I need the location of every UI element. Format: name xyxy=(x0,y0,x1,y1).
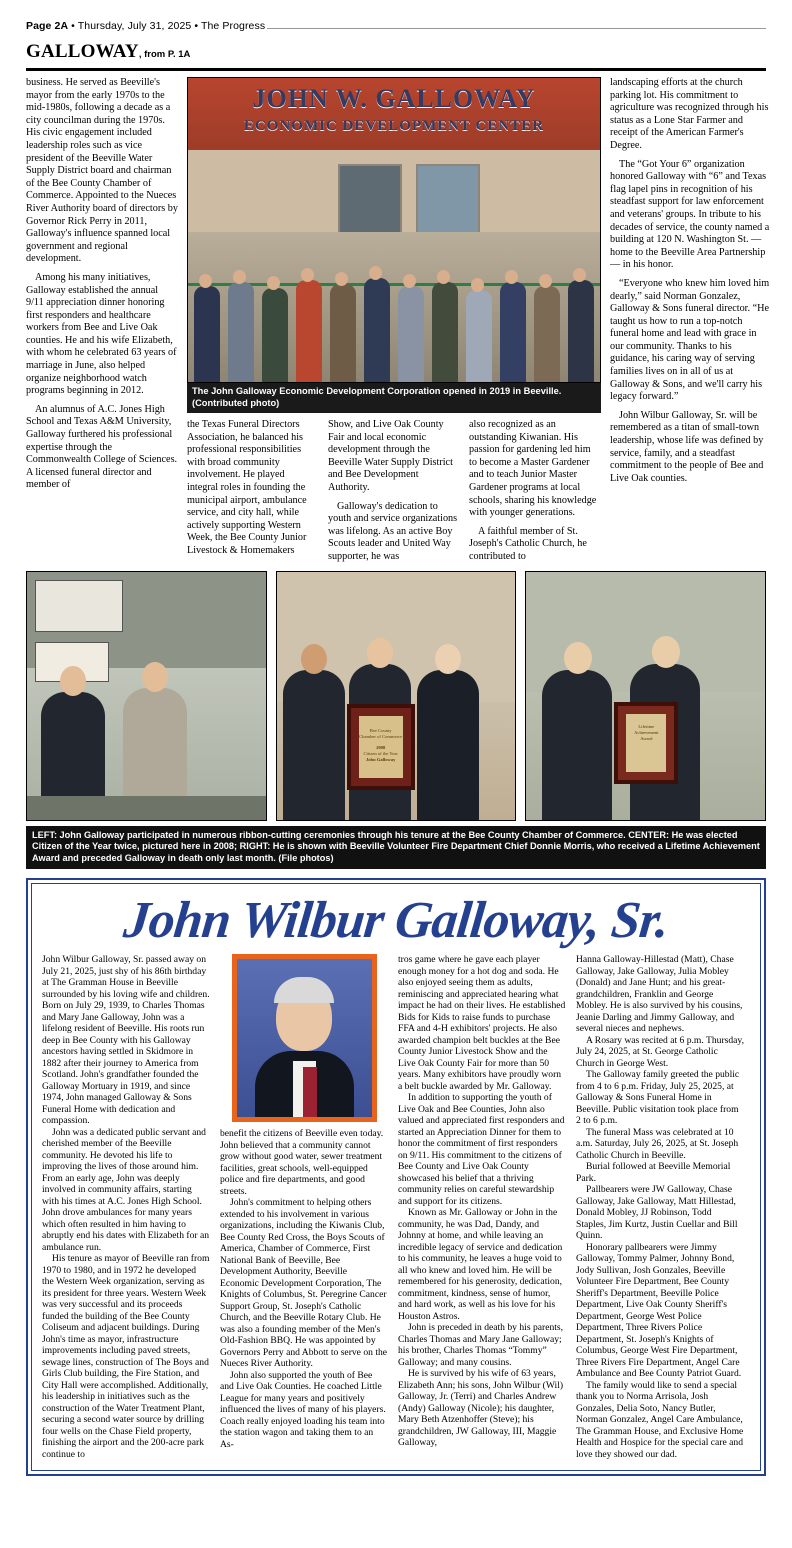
paragraph: A Rosary was recited at 6 p.m. Thursday, July 24, 2025, at St. George Catholic Church in George West. xyxy=(576,1034,744,1069)
photo-ribbon-cutting xyxy=(26,571,267,821)
paragraph: “Everyone who knew him loved him dearly,” said Norman Gonzalez, Galloway & Sons funeral director. “He taught us how to run a top-notch funeral home and lead with grace in our community. Thanks to his guidance, his caring way of serving families lives on in all of us at Galloway & Sons, and we'll carry his legacy forward.” xyxy=(610,277,770,403)
jump-headline-text: GALLOWAY xyxy=(26,41,139,62)
paragraph: Galloway's dedication to youth and service organizations was lifelong. As an active Boy Scouts leader and United Way supporter, he was xyxy=(328,500,458,562)
award-plaque xyxy=(347,704,415,790)
paragraph: The funeral Mass was celebrated at 10 a.m. Saturday, July 26, 2025, at St. Joseph Catholic Church in Beeville. xyxy=(576,1126,739,1161)
plaque-plate xyxy=(626,714,666,772)
article-column-5 xyxy=(610,77,770,564)
person-head xyxy=(403,274,416,288)
person-head xyxy=(301,644,327,674)
obituary-column-3 xyxy=(398,954,566,1460)
award-line-1: Lifetime xyxy=(638,723,655,729)
paragraph: Burial followed at Beeville Memorial Park. xyxy=(576,1161,731,1184)
obituary-column-4 xyxy=(576,954,744,1460)
person xyxy=(364,278,390,382)
paragraph: Honorary pallbearers were Jimmy Galloway, Tommy Palmer, Johnny Bond, Jody Sullivan, Josh Gonzales, Beeville Volunteer Fire Department, Bee County Sheriff's Department, Beeville Police Department, Live Oak County Sheriff's Department, George West Police Department, Three Rivers Police Department, St. Joseph's Knights of Columbus, George West Fire Department, Three Rivers Fire Department, Angel Care Ambulance and Bee County Patriot Guard. xyxy=(576,1241,742,1380)
top-article xyxy=(26,77,770,564)
masthead-line xyxy=(26,20,265,32)
person-head xyxy=(60,666,86,696)
person-suit xyxy=(417,670,479,820)
photo-lifetime-achievement xyxy=(525,571,766,821)
paragraph: Known as Mr. Galloway or John in the community, he was Dad, Dandy, and Johnny at home, and while leaving an incredible legacy of service and dedication to his community, he leaves a huge void to all who knew and loved him. He will be remembered for his generosity, dedication, commitment, kindness, sense of humor, and hard work, as well as his love for his Houston Astros. xyxy=(398,1207,563,1322)
main-photo xyxy=(187,77,601,383)
mid-photo-row xyxy=(26,571,766,821)
person xyxy=(330,284,356,382)
person-head xyxy=(573,268,586,282)
person xyxy=(296,280,322,382)
article-column-2 xyxy=(187,419,318,564)
page-label: Page 2A xyxy=(26,20,69,32)
person-head xyxy=(267,276,280,290)
article-column-1 xyxy=(26,77,178,564)
paragraph: John's commitment to helping others extended to his involvement in various organizations, including the Kiwanis Club, Bee County Red Cross, the Boys Scouts of America, Chamber of Commerce, First National Bank of Beeville, Bee Development Authority, Beeville Economic Development Corporation, The Knights of Columbus, St. Peregrine Cancer Support Group, St. Joseph's Catholic Church, and the Beeville Rotary Club. He was also a founding member of the Men's Old-Fashion BBQ. He was appointed by Governors Perry and Abbott to serve on the Nueces River Authority. xyxy=(220,1197,388,1370)
award-line-3: Award xyxy=(640,735,653,741)
paragraph: tros game where he gave each player enough money for a hot dog and soda. He also enjoyed seeing them as adults, reminiscing and appreciated hearing what impact he had on their lives. He established Bids for Kids to raise funds to purchase FFA and 4-H exhibitors' projects. He also awarded champion belt buckles at the Bee County Junior Livestock Show and the Live Oak County Fair for more than 50 years. Many exhibitors have proudly worn a belt buckle awarded by Mr. Galloway. xyxy=(398,954,566,1092)
obituary-title: John Wilbur Galloway, Sr. xyxy=(121,892,671,950)
person-head xyxy=(301,268,314,282)
article-column-3 xyxy=(328,419,459,564)
paragraph: The family would like to send a special thank you to Norma Arrisola, Josh Gonzales, Delia Soto, Nancy Butler, Norman Gonzalez, Angel Care Ambulance, The Gramman House, and Exclusive Home Health and Hospice for the special care and love they showed our dad. xyxy=(576,1379,744,1460)
person-head xyxy=(233,270,246,284)
paragraph: John Wilbur Galloway, Sr. will be remembered as a titan of small-town leadership, whose life was defined by service, family, and a steadfast commitment to the people of Bee and Live Oak counties. xyxy=(610,409,764,484)
paragraph: He is survived by his wife of 63 years, Elizabeth Ann; his sons, John Wilbur (Wil) Galloway, Jr. (Terri) and Charles Andrew (Andy) Galloway (Nicole); his daughter, Mary Beth Atzenhoffer (Steve); his grandchildren, JW Galloway, III, Maggie Galloway, xyxy=(398,1368,564,1449)
person xyxy=(194,286,220,382)
floor xyxy=(27,796,266,820)
paragraph: Among his many initiatives, Galloway established the annual 9/11 appreciation dinner honoring first responders and healthcare workers from Bee and Live Oak counties. He and his wife Elizabeth, with whom he celebrated 63 years of marriage in June, also helped organize neighborhood watch programs beginning in 2012. xyxy=(26,271,177,397)
person-suit xyxy=(542,670,612,820)
person xyxy=(228,282,254,382)
main-photo-caption: The John Galloway Economic Development Corporation opened in 2019 in Beeville. (Contributed photo) xyxy=(187,383,601,413)
paragraph: The “Got Your 6” organization honored Galloway with “6” and Texas flag lapel pins in recognition of his steadfast support for law enforcement and veterans' groups. In tribute to his decades of service, the county named a building at 120 N. Washington St. — home to the Beeville Area Partnership — in his honor. xyxy=(610,158,770,271)
portrait-tie xyxy=(303,1067,317,1117)
portrait-photo xyxy=(232,954,377,1122)
masthead-rule xyxy=(267,28,766,29)
plaque-name: John Galloway xyxy=(365,756,396,762)
paragraph: John was a dedicated public servant and cherished member of the Beeville community. He devoted his life to improving the lives of those around him. From an early age, John was deeply involved in community affairs, starting with his times at A.C. Jones High School. John drove ambulances for many years which often resulted in him having to abruptly end his dates with Elizabeth for an ambulance run. xyxy=(42,1126,210,1253)
photo-citizen-of-the-year xyxy=(276,571,517,821)
sign-line-1: JOHN W. GALLOWAY xyxy=(252,84,536,113)
paragraph: Pallbearers were JW Galloway, Chase Galloway, Jake Galloway, Matt Hillestad, Donald Mobley, JJ Robinson, Todd Staples, Jim Kurtz, Justin Cuellar and Bill Quinn. xyxy=(576,1184,738,1242)
plaque-line-1: Bee County xyxy=(369,727,392,733)
person-suit xyxy=(283,670,345,820)
sign-line-2: ECONOMIC DEVELOPMENT CENTER xyxy=(243,118,545,134)
paragraph: A faithful member of St. Joseph's Catholic Church, he contributed to xyxy=(469,525,587,562)
award-line-2: Achievement xyxy=(634,729,659,735)
crowd xyxy=(188,232,600,382)
paragraph: The Galloway family greeted the public from 4 to 6 p.m. Friday, July 25, 2025, at Galloway & Sons Funeral Home in Beeville. Public visitation took place from 2 to 6 p.m. xyxy=(576,1069,740,1127)
person-head xyxy=(335,272,348,286)
person-head xyxy=(367,638,393,668)
article-column-4 xyxy=(469,419,600,564)
obituary-inner xyxy=(31,883,761,1471)
paragraph: An alumnus of A.C. Jones High School and Texas A&M University, Galloway furthered his professional expertise through the Commonwealth College of Sciences. A licensed funeral director and member of xyxy=(26,403,178,491)
main-photo-block xyxy=(187,77,601,564)
paragraph: the Texas Funeral Directors Association, he balanced his professional responsibilities with broad community involvement. He played integral roles in founding the municipal airport, ambulance service, and city hall, while actively supporting Western Week, the Bee County Junior Livestock & Homemakers xyxy=(187,419,307,556)
obituary-column-2 xyxy=(220,954,388,1460)
person xyxy=(262,288,288,382)
plaque-plate xyxy=(359,716,403,778)
mid-photo-caption: LEFT: John Galloway participated in numerous ribbon-cutting ceremonies through his tenure at the Bee County Chamber of Commerce. CENTER: He was elected Citizen of the Year twice, pictured here in 2008; RIGHT: He is shown with Beeville Volunteer Fire Department Chief Donnie Morris, who received a Lifetime Achievement Award and preceded Galloway in death only last month. (File photos) xyxy=(26,826,766,870)
person-head xyxy=(369,266,382,280)
masthead-dateline: • Thursday, July 31, 2025 • The Progress xyxy=(68,20,266,32)
paragraph: also recognized as an outstanding Kiwanian. His passion for gardening led him to become a Master Gardener and to teach Junior Master Gardener programs at local schools, sharing his knowledge with younger generations. xyxy=(469,419,597,519)
paragraph: business. He served as Beeville's mayor from the early 1970s to the mid-1980s, following a decade as a city councilman during the 1970s. His civic engagement included leadership roles such as vice president of the Beeville Water Supply District board and chairman of the Bee County Chamber of Commerce. Appointed to the Nueces River Authority board of directors by Governor Rick Perry in 2011, Galloway's influence spanned local government and regional development. xyxy=(26,77,178,265)
person xyxy=(466,290,492,382)
paragraph: John is preceded in death by his parents, Charles Thomas and Mary Jane Galloway; his brother, Charles Thomas “Tommy” Galloway; and many cousins. xyxy=(398,1322,564,1368)
person-head xyxy=(199,274,212,288)
person-head xyxy=(471,278,484,292)
paragraph: John also supported the youth of Bee and Live Oak Counties. He coached Little League for many years and positively influenced the lives of many of his players. Coach really enjoyed loading his team into the station wagon and taking them to an As- xyxy=(220,1369,386,1450)
person xyxy=(534,286,560,382)
award-plaque xyxy=(614,702,678,784)
paragraph: John Wilbur Galloway, Sr. passed away on July 21, 2025, just shy of his 86th birthday at The Gramman House in Beeville surrounded by his loving wife and children. Born on July 29, 1939, to Charles Thomas and Mary Jane Galloway, John was a lifelong resident of Beeville. His roots run deep in Bee County with his Galloway ancestors having settled in Skidmore in 1882 after their journey to America from Scotland. John's grandfather founded the Galloway Mortuary in 1919, and since 1974, John managed Galloway & Sons Funeral Home with dedication and compassion. xyxy=(42,954,210,1127)
person xyxy=(500,282,526,382)
paragraph: His tenure as mayor of Beeville ran from 1970 to 1980, and in 1972 he developed the Western Week organization, serving as its president for three years. Western Week was very successful and its proceeds funded the building of the Bee County Coliseum and adjacent buildings. During John's time as mayor, infrastructure improvements including paved streets, sewage lines, construction of The Boys and Girls Club building, the Fire Station, and City Hall were accomplished. Additionally, his leadership in initiatives such as the construction of the Water Treatment Plant, securing a second water source by drilling four wells on the Chase Field property, finishing the airport and the 200-acre park continue to xyxy=(42,1253,210,1460)
masthead xyxy=(26,0,766,32)
obituary-box xyxy=(26,878,766,1476)
person xyxy=(568,280,594,382)
paragraph: landscaping efforts at the church parking lot. His commitment to agriculture was recognized through his status as a Lone Star Farmer and receipt of the American Farmer's Degree. xyxy=(610,77,769,151)
plaque-line-2: Chamber of Commerce xyxy=(359,733,403,739)
person-head xyxy=(564,642,592,674)
header-divider xyxy=(26,68,766,71)
paragraph: Hanna Galloway-Hillestad (Matt), Chase Galloway, Jake Galloway, Julia Mobley (Donald) and Jane Hunt; and his great-grandchildren, Franklin and George Mobley. He is also survived by his cousins, Jeanie Darling and Jimmy Galloway, and several nieces and nephews. xyxy=(576,954,743,1035)
obituary-columns xyxy=(42,954,750,1460)
obituary-column-1 xyxy=(42,954,210,1460)
person-head xyxy=(652,636,680,668)
person xyxy=(432,282,458,382)
person-head xyxy=(142,662,168,692)
paragraph: Show, and Live Oak County Fair and local economic development through the Beeville Water Supply District and Bee Development Authority. xyxy=(328,419,453,493)
person xyxy=(398,286,424,382)
person-head xyxy=(437,270,450,284)
person-head xyxy=(539,274,552,288)
person-head xyxy=(505,270,518,284)
plaque-year: 2008 xyxy=(376,744,386,750)
paragraph: In addition to supporting the youth of Live Oak and Bee Counties, John also valued and appreciated first responders and started an Appreciation Dinner for them to honor the commitment of first responders on 9/11. His commitment to the citizens of Bee County and Live Oak County showcased his belief that a thriving community relies on careful stewardship and support for its citizens. xyxy=(398,1092,565,1207)
jump-headline xyxy=(26,41,766,63)
person-head xyxy=(435,644,461,674)
plaque-line-3: Citizen of the Year xyxy=(363,750,398,756)
studio-sign xyxy=(35,580,123,632)
sub-columns xyxy=(187,419,601,564)
paragraph: benefit the citizens of Beeville even today. John believed that a community cannot grow without good water, sewer treatment facilities, great schools, well-equipped police and fire departments, and good streets. xyxy=(220,1128,384,1197)
jump-continued-text: , from P. 1A xyxy=(138,49,191,60)
